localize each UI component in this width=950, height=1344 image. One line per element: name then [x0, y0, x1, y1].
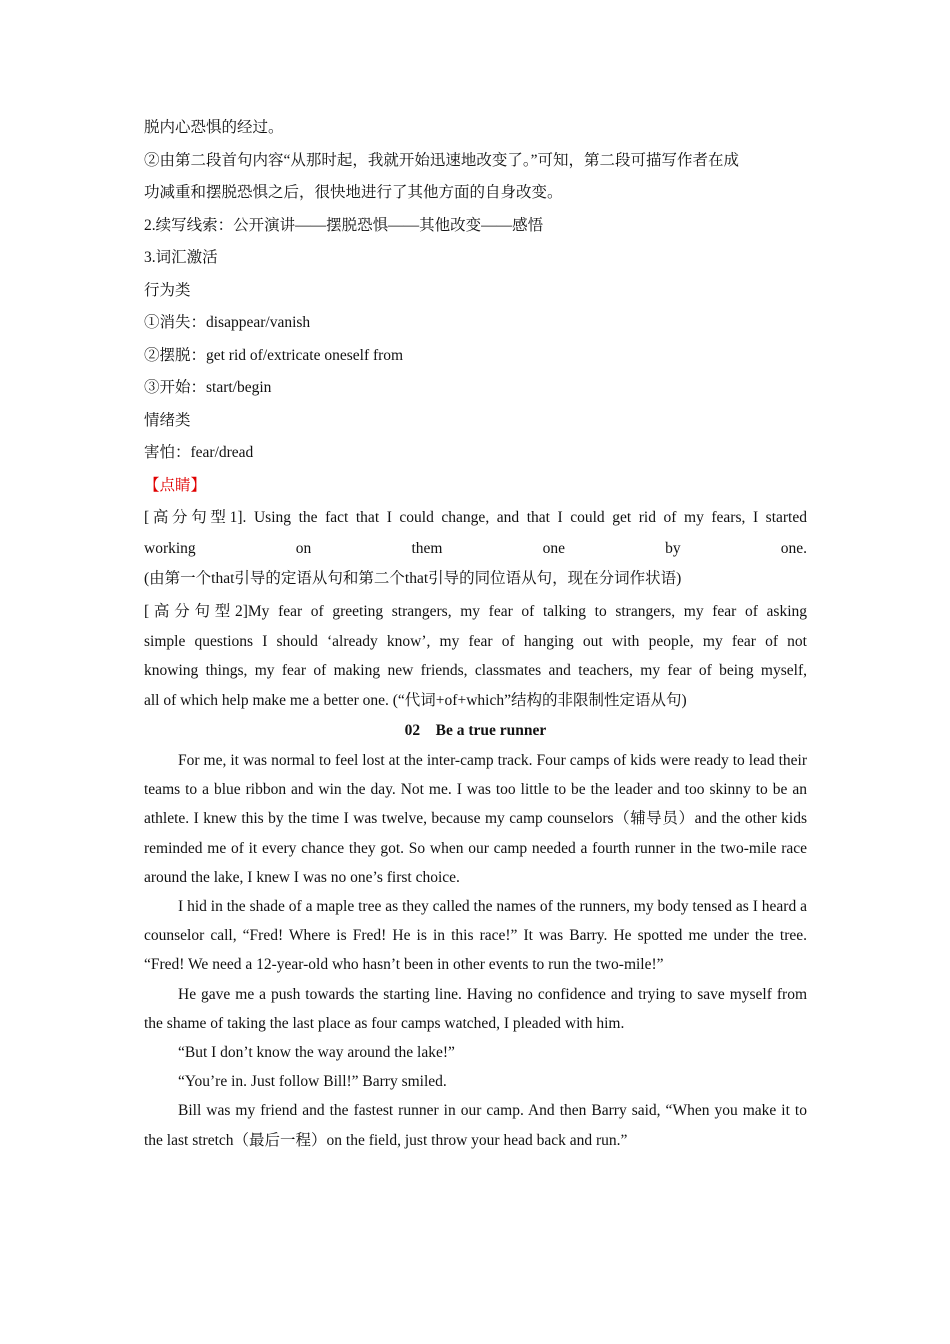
sentence-line: all of which help make me a better one. (“代词+of+which”结构的非限制性定语从句): [144, 691, 687, 709]
highlight-label: 【点睛】: [144, 476, 207, 494]
story-paragraph: He gave me a push towards the starting line. Having no confidence and trying to save myself from the shame of taking the last place as four camps watched, I pleaded with him.: [144, 985, 807, 1032]
sentence-line: [高分句型1]. Using the fact that I could change, and that I could get rid of my fears, I started: [144, 509, 807, 526]
story-title: 02 Be a true runner: [404, 722, 547, 739]
sentence-line: knowing things, my fear of making new friends, classmates and teachers, my fear of being myself,: [144, 662, 807, 679]
story-paragraph: I hid in the shade of a maple tree as they called the names of the runners, my body tensed as I heard a counselor call, “Fred! Where is Fred! He is in this race!” It was Barry. He spotted me under the tree. “Fred! We need a 12-year-old who hasn’t been in other events to run the two-mile!”: [144, 898, 807, 974]
sentence-note: (由第一个that引导的定语从句和第二个that引导的同位语从句，现在分词作状语): [144, 570, 682, 587]
sentence-pattern-1: [144, 502, 807, 594]
sentence-line: [高分句型2]My fear of greeting strangers, my fear of talking to strangers, my fear of asking: [144, 603, 807, 620]
text-line: ①消失：disappear/vanish: [144, 314, 311, 331]
text-line: 害怕：fear/dread: [144, 444, 254, 461]
story-body: [144, 746, 807, 1155]
document-page: [144, 112, 807, 1155]
story-paragraph: “You’re in. Just follow Bill!” Barry smiled.: [178, 1073, 447, 1091]
text-line: ③开始：start/begin: [144, 379, 272, 396]
text-line: 行为类: [144, 281, 191, 299]
sentence-pattern-2: [144, 597, 807, 715]
text-line: 情绪类: [144, 411, 191, 429]
text-line: 2.续写线索：公开演讲——摆脱恐惧——其他改变——感悟: [144, 216, 544, 234]
story-paragraph: For me, it was normal to feel lost at the inter-camp track. Four camps of kids were ready to lead their teams to a blue ribbon and win the day. Not me. I was too little to be the leader and too skinny to be an athlete. I knew this by the time I was twelve, because my camp counselors（辅导员）and the other kids reminded me of it every chance they got. So when our camp needed a fourth runner in the two-mile race around the lake, I knew I was no one’s first choice.: [144, 752, 807, 886]
text-line: ②摆脱：get rid of/extricate oneself from: [144, 346, 404, 364]
text-line: ②由第二段首句内容“从那时起，我就开始迅速地改变了。”可知，第二段可描写作者在成: [144, 151, 740, 169]
sentence-line: simple questions I should ‘already know’, my fear of hanging out with people, my fear of not: [144, 632, 807, 650]
story-paragraph: Bill was my friend and the fastest runner in our camp. And then Barry said, “When you make it to the last stretch（最后一程）on the field, just throw your head back and run.”: [144, 1102, 807, 1149]
text-line: 脱内心恐惧的经过。: [144, 119, 284, 136]
sentence-line: working on them one by one.: [144, 540, 807, 557]
story-paragraph: “But I don’t know the way around the lake!”: [178, 1044, 455, 1062]
text-line: 3.词汇激活: [144, 249, 218, 266]
text-line: 功减重和摆脱恐惧之后，很快地进行了其他方面的自身改变。: [144, 184, 563, 201]
